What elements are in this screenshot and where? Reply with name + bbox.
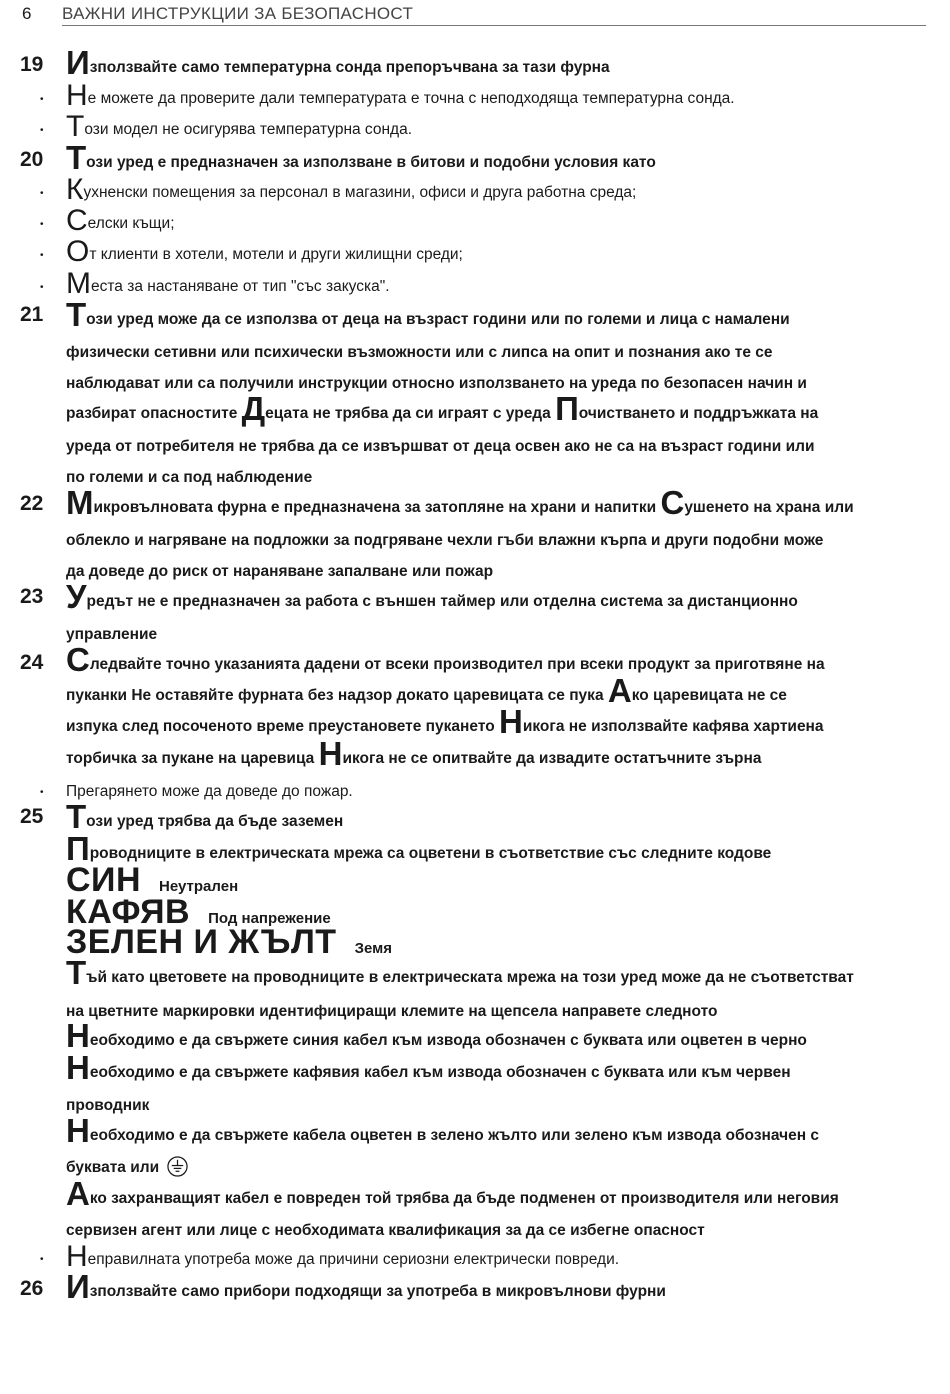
section-number-21: 21 xyxy=(20,303,44,326)
section-25-line-2: Проводниците в електрическата мрежа са оцветени в съответствие със следните кодове xyxy=(66,830,772,867)
section-number-19: 19 xyxy=(20,53,44,76)
section-number-25: 25 xyxy=(20,805,44,828)
section-21-line-2: физически сетивни или психически възможности или с липса на опит и познания ако те се xyxy=(66,344,773,361)
section-20-bullet-3: От клиенти в хотели, мотели и други жилищни среди; xyxy=(66,235,463,268)
section-20-heading: Този уред е предназначен за използване в битови и подобни условия като xyxy=(66,139,656,176)
wire-code-green-yellow: ЗЕЛЕН И ЖЪЛТ Земя xyxy=(66,923,392,961)
bullet-dot: • xyxy=(40,250,44,261)
section-20-bullet-4: Места за настаняване от тип "със закуска". xyxy=(66,267,390,300)
section-25-line-11: сервизен агент или лице с необходимата квалификация за да се избегне опасност xyxy=(66,1222,705,1239)
bullet-dot: • xyxy=(40,787,44,798)
section-19-bullet-2: Този модел не осигурява температурна сонда. xyxy=(66,110,413,143)
section-number-26: 26 xyxy=(20,1277,44,1300)
wire-code-blue: СИН Неутрален xyxy=(66,861,239,899)
bullet-dot: • xyxy=(40,125,44,136)
section-25-bullet-1: Неправилната употреба може да причини сериозни електрически повреди. xyxy=(66,1240,620,1273)
section-22-line-1: Микровълновата фурна е предназначена за затопляне на храни и напитки Сушенето на храна или xyxy=(66,484,854,521)
section-22-line-2: облекло и нагряване на подложки за подгряване чехли гъби влажни кърпа и други подобни може xyxy=(66,532,824,549)
section-number-22: 22 xyxy=(20,492,44,515)
section-24-line-4: торбичка за пукане на царевица Никога не се опитвайте да извадите остатъчните зърна xyxy=(66,735,762,772)
section-24-line-3: изпука след посоченото време преустановете пукането Никога не използвайте кафява хартиена xyxy=(66,703,824,740)
section-21-line-5: уреда от потребителя не трябва да се извършват от деца освен ако не са на възраст години или xyxy=(66,438,815,455)
section-21-line-6: по големи и са под наблюдение xyxy=(66,469,313,486)
section-22-line-3: да доведе до риск от нараняване запалване или пожар xyxy=(66,563,494,580)
section-24-line-1: Следвайте точно указанията дадени от всеки производител при всеки продукт за приготвяне на xyxy=(66,641,825,678)
section-25-line-9: буквата или xyxy=(66,1156,188,1177)
section-25-line-4: на цветните маркировки идентифициращи клемите на щепсела направете следното xyxy=(66,1003,718,1020)
section-25-line-8: Необходимо е да свържете кабела оцветен в зелено жълто или зелено към извода обозначен с xyxy=(66,1112,820,1149)
section-21-line-3: наблюдават или са получили инструкции относно използването на уреда по безопасен начин и xyxy=(66,375,807,392)
section-25-line-6: Необходимо е да свържете кафявия кабел към извода обозначен с буквата или към червен xyxy=(66,1049,791,1086)
header-divider xyxy=(62,25,926,26)
section-25-line-7: проводник xyxy=(66,1097,150,1114)
bullet-dot: • xyxy=(40,1254,44,1265)
section-21-line-4: разбират опасностите Децата не трябва да си играят с уреда Почистването и поддръжката на xyxy=(66,390,819,427)
section-24-bullet-1: Прегарянето може да доведе до пожар. xyxy=(66,783,353,800)
section-20-bullet-2: Селски къщи; xyxy=(66,204,175,237)
section-19-heading: Използвайте само температурна сонда препоръчвана за тази фурна xyxy=(66,44,610,81)
bullet-dot: • xyxy=(40,94,44,105)
section-25-line-3: Тъй като цветовете на проводниците в електрическата мрежа на този уред може да не съответстват xyxy=(66,954,854,991)
section-25-line-10: Ако захранващият кабел е повреден той трябва да бъде подменен от производителя или неговия xyxy=(66,1175,839,1212)
section-number-23: 23 xyxy=(20,585,44,608)
section-25-line-5: Необходимо е да свържете синия кабел към извода обозначен с буквата или оцветен в черно xyxy=(66,1017,807,1054)
section-25-line-1: Този уред трябва да бъде заземен xyxy=(66,798,344,835)
page-header xyxy=(0,0,950,28)
section-19-bullet-1: Не можете да проверите дали температурата е точна с неподходяща температурна сонда. xyxy=(66,79,735,112)
page-number: 6 xyxy=(22,4,32,23)
section-number-20: 20 xyxy=(20,148,44,171)
bullet-dot: • xyxy=(40,219,44,230)
section-20-bullet-1: Кухненски помещения за персонал в магазини, офиси и друга работна среда; xyxy=(66,173,637,206)
section-21-line-1: Този уред може да се използва от деца на възраст години или по големи и лица с намалени xyxy=(66,296,790,333)
section-number-24: 24 xyxy=(20,651,44,674)
section-23-line-2: управление xyxy=(66,626,158,643)
section-26-heading: Използвайте само прибори подходящи за употреба в микровълнови фурни xyxy=(66,1268,666,1305)
section-24-line-2: пуканки Не оставяйте фурната без надзор докато царевицата се пука Ако царевицата не се xyxy=(66,672,787,709)
wire-code-brown: КАФЯВ Под напрежение xyxy=(66,893,331,931)
section-23-line-1: Уредът не е предназначен за работа с външен таймер или отделна система за дистанционно xyxy=(66,578,798,615)
earth-ground-icon xyxy=(167,1156,188,1177)
bullet-dot: • xyxy=(40,282,44,293)
page-title: ВАЖНИ ИНСТРУКЦИИ ЗА БЕЗОПАСНОСТ xyxy=(62,4,414,23)
bullet-dot: • xyxy=(40,188,44,199)
